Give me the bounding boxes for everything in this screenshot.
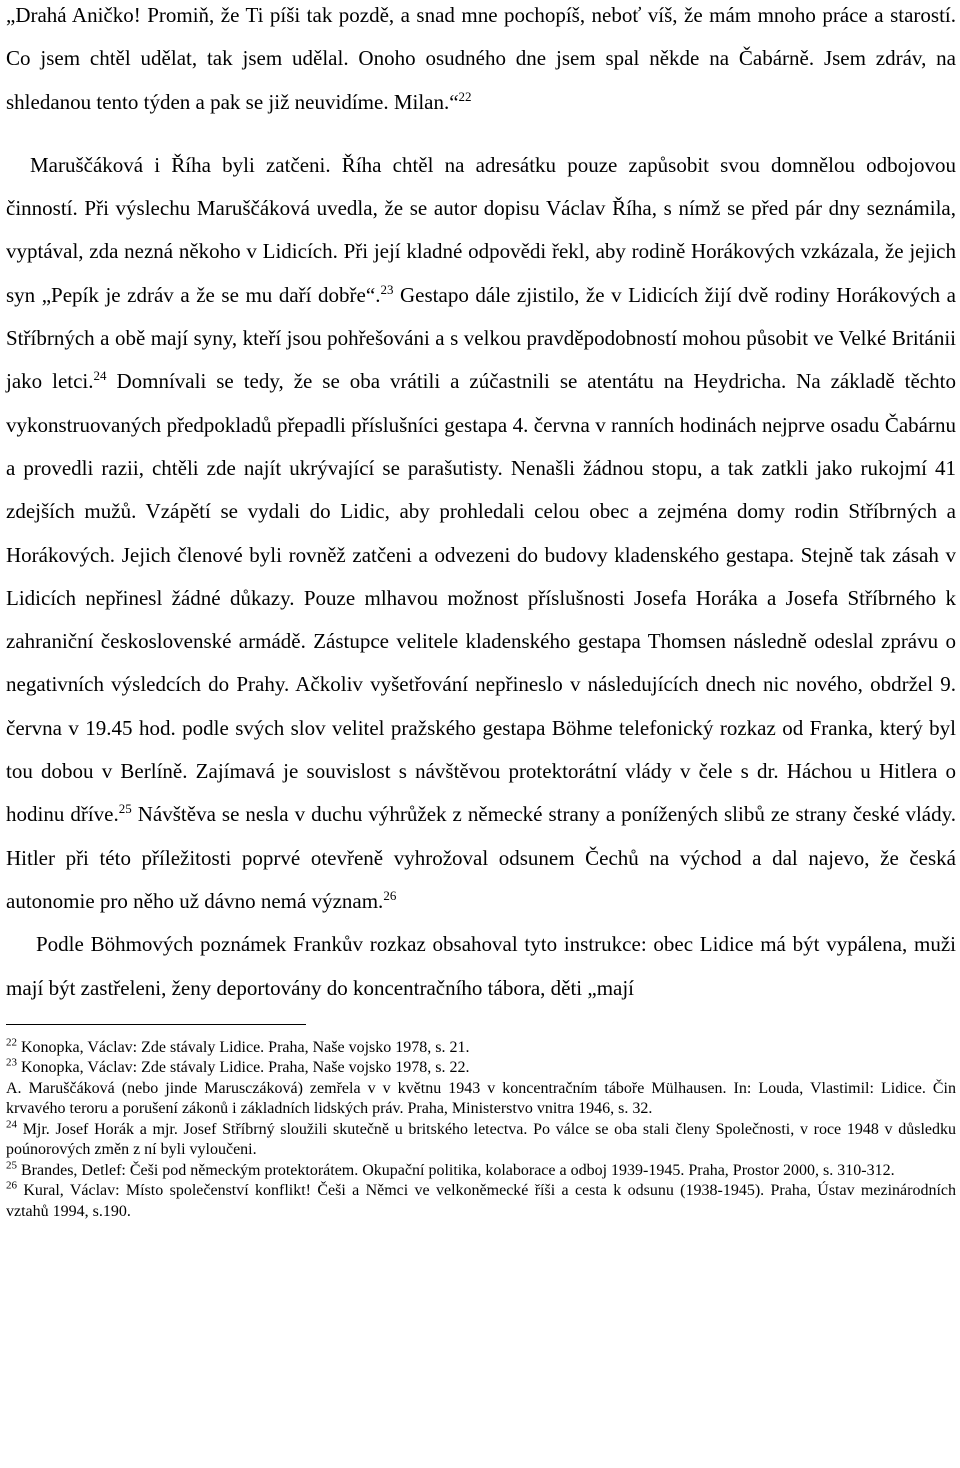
footnote-ref: 22 [458, 88, 472, 104]
letter-quote-text: „Drahá Aničko! Promiň, že Ti píši tak pozdě, a snad mne pochopíš, neboť víš, že mám mnoho práce a starostí. Co jsem chtěl udělat, tak jsem udělal. Onoho osudného dne jsem spal někde na Čabárně. Jsem zdráv, na shledanou tento týden a pak se již neuvidíme. Milan.“ [6, 3, 956, 114]
footnote-ref: 25 [118, 801, 132, 817]
paragraph-text: Gestapo dále zjistilo, že v Lidicích žijí dvě rodiny Horákových a Stříbrných a obě mají syny, kteří jsou pohřešováni a s velkou pravděpodobností mohou působit ve Velké Británii jako letci. [6, 282, 956, 394]
paragraph-text: Maruščáková i Říha byli zatčeni. Říha chtěl na adresátku pouze zapůsobit svou domnělou odbojovou činností. Při výslechu Maruščáková uvedla, že se autor dopisu Václav Říha, s nímž se před pár dny seznámila, vyptával, zda nezná někoho v Lidicích. Při její kladné odpovědi řekl, aby rodině Horákových vzkázala, že jejich syn „Pepík je zdráv a že se mu daří dobře“. [6, 152, 956, 307]
footnote-ref: 23 [380, 281, 394, 297]
letter-quote-paragraph [6, 0, 956, 124]
footnote-text: Mjr. Josef Horák a mjr. Josef Stříbrný sloužili skutečně u britského letectva. Po válce se oba stali členy Společnosti, v roce 1948 v důsledku poúnorových změn z ní byli vyloučeni. [6, 1120, 956, 1159]
footnote-ref: 26 [383, 887, 397, 903]
footnotes [6, 1038, 956, 1223]
body-text [6, 0, 956, 1010]
footnote [6, 1161, 956, 1182]
footnote-number: 22 [6, 1036, 17, 1049]
footnote-text: Brandes, Detlef: Češi pod německým protektorátem. Okupační politika, kolaborace a odboj 1939-1945. Praha, Prostor 2000, s. 310-312. [17, 1161, 895, 1179]
document-page [6, 0, 956, 1222]
paragraph-text: Domnívali se tedy, že se oba vrátili a zúčastnili se atentátu na Heydricha. Na základě těchto vykonstruovaných předpokladů přepadli příslušníci gestapa 4. června v ranních hodinách nejprve osadu Čabárnu a provedli razii, chtěli zde najít ukrývající se parašutisty. Nenašli žádnou stopu, a tak zatkli jako rukojmí 41 zdejších mužů. Vzápětí se vydali do Lidic, aby prohledali celou obec a zejména domy rodin Stříbrných a Horákových. Jejich členové byli rovněž zatčeni a odvezeni do budovy kladenského gestapa. Stejně tak zásah v Lidicích nepřinesl žádné důkazy. Pouze mlhavou možnost příslušnosti Josefa Horáka a Josefa Stříbrného k zahraniční československé armádě. Zástupce velitele kladenského gestapa Thomsen následně odeslal zprávu o negativních výsledcích do Prahy. Ačkoliv vyšetřování nepřineslo v následujících dnech nic nového, obdržel 9. června v 19.45 hod. podle svých slov velitel pražského gestapa Böhme telefonický rozkaz od Franka, který byl tou dobou v Berlíně. Zajímavá je souvislost s návštěvou protektorátní vlády v čele s dr. Háchou u Hitlera o hodinu dříve. [6, 369, 956, 827]
footnote-ref: 24 [93, 368, 107, 384]
footnote-number: 25 [6, 1159, 17, 1172]
footnote [6, 1058, 956, 1079]
footnote [6, 1079, 956, 1120]
footnote [6, 1181, 956, 1222]
footnote [6, 1038, 956, 1059]
footnote-text: A. Maruščáková (nebo jinde Marusczáková) zemřela v v květnu 1943 v koncentračním táboře Mülhausen. In: Louda, Vlastimil: Lidice. Čin krvavého teroru a porušení zákonů i základních lidských práv. Praha, Ministerstvo vnitra 1946, s. 32. [6, 1079, 956, 1118]
footnote-text: Kural, Václav: Místo společenství konflikt! Češi a Němci ve velkoněmecké říši a cesta k odsunu (1938-1945). Praha, Ústav mezinárodních vztahů 1994, s.190. [6, 1182, 956, 1220]
footnote-number: 24 [6, 1118, 17, 1131]
body-paragraph [6, 144, 956, 923]
footnote-text: Konopka, Václav: Zde stávaly Lidice. Praha, Naše vojsko 1978, s. 22. [17, 1059, 470, 1077]
body-paragraph [6, 923, 956, 1010]
paragraph-text: Návštěva se nesla v duchu výhrůžek z německé strany a ponížených slibů ze strany české vlády. Hitler při této příležitosti poprvé otevřeně vyhrožoval odsunem Čechů na východ a dal najevo, že česká autonomie pro něho už dávno nemá význam. [6, 802, 957, 913]
footnote-text: Konopka, Václav: Zde stávaly Lidice. Praha, Naše vojsko 1978, s. 21. [17, 1038, 470, 1056]
footnote [6, 1120, 956, 1161]
footnote-number: 26 [6, 1180, 17, 1192]
paragraph-text: Podle Böhmových poznámek Frankův rozkaz obsahoval tyto instrukce: obec Lidice má být vypálena, muži mají být zastřeleni, ženy deportovány do koncentračního tábora, děti „mají [6, 932, 956, 1000]
footnote-separator [6, 1024, 306, 1025]
footnote-number: 23 [6, 1057, 17, 1069]
